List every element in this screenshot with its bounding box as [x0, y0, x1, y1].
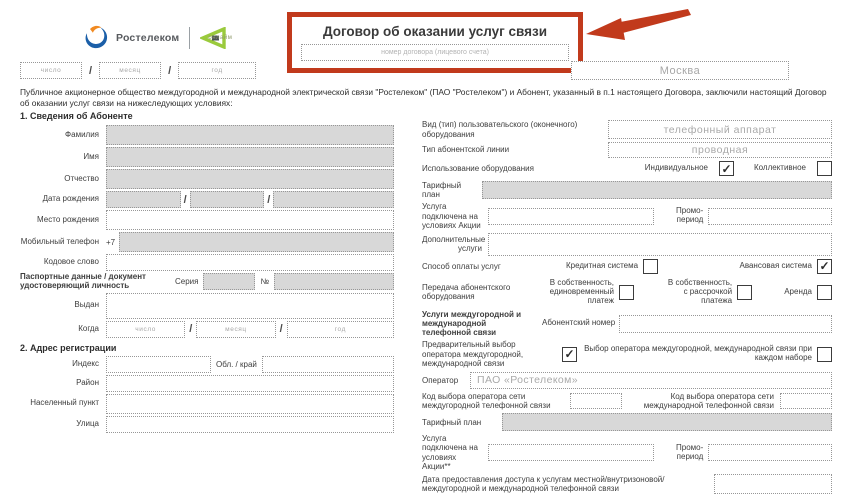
- series-label: Серия: [175, 277, 199, 287]
- region-field[interactable]: [262, 356, 394, 373]
- issued-by-field[interactable]: [106, 293, 394, 319]
- mobile-prefix: +7: [106, 237, 116, 247]
- date-slash: /: [267, 193, 271, 206]
- street-label: Улица: [76, 418, 99, 428]
- mobile-label: Мобильный телефон: [20, 236, 99, 246]
- brand-area: [84, 24, 232, 52]
- promo2-row: [422, 434, 832, 471]
- credit-system-group: [566, 259, 658, 274]
- birth-place-label: Место рождения: [37, 214, 99, 224]
- ownership-installments-group: [666, 279, 752, 306]
- mobile-row: [20, 232, 394, 252]
- ownership-installments-label: В собственность, с рассрочкой платежа: [667, 277, 733, 305]
- operator-preselect-label: Предварительный выбор оператора междугородной, международной связи: [422, 340, 524, 368]
- birth-year-field[interactable]: [273, 191, 394, 208]
- codeword-row: [20, 254, 394, 271]
- promo-row: [422, 202, 832, 230]
- birth-day-field[interactable]: [106, 191, 181, 208]
- issued-when-row: [20, 321, 394, 338]
- year-placeholder: год: [211, 67, 223, 74]
- operator-codes-row: [422, 392, 832, 410]
- contract-year-field[interactable]: [178, 62, 256, 79]
- checkbox-operator-each-call[interactable]: [817, 347, 832, 362]
- date-slash: /: [89, 64, 93, 77]
- city-value: Москва: [659, 64, 701, 77]
- date-city-row: [20, 61, 832, 80]
- tariff-plan2-field[interactable]: [502, 413, 832, 431]
- contract-title: Договор об оказании услуг связи: [322, 24, 548, 39]
- codeword-label: Кодовое слово: [43, 257, 99, 267]
- checkbox-credit-system[interactable]: [643, 259, 658, 274]
- issued-month-placeholder: месяц: [225, 325, 247, 333]
- checkbox-ownership-onetime[interactable]: [619, 285, 634, 300]
- rostelecom-logo-icon: [84, 24, 109, 52]
- patronymic-row: [20, 169, 394, 189]
- onlime-wordmark: онлайм: [208, 35, 233, 41]
- individual-label: Индивидуальное: [644, 163, 708, 173]
- checkbox-ownership-installments[interactable]: [737, 285, 752, 300]
- equipment-transfer-row: [422, 279, 832, 306]
- checkbox-operator-preselect[interactable]: ✓: [562, 347, 577, 362]
- district-row: [20, 375, 394, 392]
- credit-system-label: Кредитная система: [566, 260, 639, 270]
- code-mg-group: [422, 392, 622, 410]
- contract-number-placeholder: номер договора (лицевого счета): [381, 49, 489, 56]
- promo-period-label: Промо-период: [676, 206, 704, 225]
- district-field[interactable]: [106, 375, 394, 392]
- advance-system-label: Авансовая система: [739, 260, 812, 270]
- tariff-plan2-row: [422, 413, 832, 431]
- issued-year-placeholder: год: [334, 325, 346, 333]
- equipment-type-value: телефонный аппарат: [663, 123, 777, 136]
- promo-service-label: Услуга подключена на условиях Акции: [422, 202, 481, 230]
- promo-service2-label: Услуга подключена на условиях Акции**: [422, 434, 478, 471]
- promo-service-field[interactable]: [488, 208, 654, 225]
- birth-place-row: [20, 210, 394, 230]
- region-label: Обл. / край: [216, 359, 257, 369]
- checkbox-individual[interactable]: ✓: [719, 161, 734, 176]
- code-mg-label: Код выбора оператора сети междугородной телефонной связи: [422, 391, 551, 411]
- subscriber-column: [20, 111, 394, 497]
- line-type-value: проводная: [691, 144, 749, 156]
- passport-series-field[interactable]: [203, 273, 255, 290]
- equipment-type-label: Вид (тип) пользовательского (оконечного) оборудования: [422, 120, 578, 139]
- firstname-label: Имя: [83, 151, 99, 161]
- longdistance-row: [422, 310, 832, 338]
- issued-by-row: [20, 293, 394, 319]
- form-body: [20, 111, 832, 497]
- birth-month-field[interactable]: [190, 191, 265, 208]
- tariff-plan2-label: Тарифный план: [422, 417, 482, 427]
- checkbox-advance-system[interactable]: ✓: [817, 259, 832, 274]
- patronymic-label: Отчество: [64, 173, 99, 183]
- settlement-row: [20, 394, 394, 414]
- operator-field[interactable]: [470, 372, 832, 389]
- promo-period-field[interactable]: [708, 208, 832, 225]
- equipment-use-row: [422, 161, 832, 176]
- mobile-field[interactable]: [119, 232, 394, 252]
- issued-when-label: Когда: [78, 323, 99, 333]
- equipment-transfer-label: Передача абонентского оборудования: [422, 283, 511, 302]
- passport-label: Паспортные данные / документ удостоверяющий личность: [20, 272, 146, 290]
- issued-day-field[interactable]: [106, 321, 185, 338]
- passport-number-field[interactable]: [274, 273, 394, 290]
- rent-group: [784, 285, 832, 300]
- tariff-plan-row: [422, 181, 832, 199]
- promo-period2-label: Промо-период: [676, 442, 704, 461]
- code-mn-group: [632, 392, 832, 410]
- rent-label: Аренда: [784, 286, 812, 296]
- equipment-type-row: [422, 120, 832, 139]
- payment-method-label: Способ оплаты услуг: [422, 261, 501, 271]
- surname-label: Фамилия: [65, 129, 99, 139]
- intro-paragraph: Публичное акционерное общество междугородной и международной электрической связи "Ростелеком" (ПАО "Ростелеком") и Абонент, указанный в п.1 настоящего Договора, заключили настоящий Договор об оказании услуг связи на нижеследующих условиях:: [20, 87, 827, 108]
- onlime-logo: [200, 27, 232, 49]
- surname-row: [20, 125, 394, 145]
- services-column: [422, 111, 832, 497]
- additional-services-label: Дополнительные услуги: [422, 235, 486, 254]
- rostelecom-wordmark: Ростелеком: [116, 32, 180, 44]
- ownership-onetime-label: В собственность, единовременный платеж: [549, 277, 614, 305]
- contract-month-field[interactable]: [99, 62, 161, 79]
- street-row: [20, 416, 394, 433]
- access-date-field[interactable]: [714, 474, 832, 494]
- birth-date-label: Дата рождения: [42, 194, 99, 204]
- code-mn-field[interactable]: [780, 393, 832, 409]
- subscriber-number-label: Абонентский номер: [542, 318, 616, 328]
- promo-period2-field[interactable]: [708, 444, 832, 461]
- code-mg-field[interactable]: [570, 393, 622, 409]
- number-sign-label: №: [260, 277, 270, 287]
- additional-services-row: [422, 233, 832, 256]
- city-field[interactable]: [571, 61, 789, 80]
- access-date-label: Дата предоставления доступа к услугам местной/внутризоновой/ междугородной и международной телефонной связи: [422, 474, 665, 494]
- date-slash: /: [279, 323, 283, 336]
- surname-field[interactable]: [106, 125, 394, 145]
- issued-by-label: Выдан: [74, 300, 99, 310]
- collective-label: Коллективное: [753, 163, 806, 173]
- line-type-row: [422, 142, 832, 158]
- operator-label: Оператор: [422, 375, 459, 385]
- tariff-plan-field[interactable]: [482, 181, 832, 199]
- birth-place-field[interactable]: [106, 210, 394, 230]
- day-placeholder: число: [40, 67, 62, 74]
- subscriber-number-field[interactable]: [619, 315, 832, 333]
- access-date-row: [422, 474, 832, 494]
- checkbox-collective[interactable]: [817, 161, 832, 176]
- issued-year-field[interactable]: [287, 321, 394, 338]
- patronymic-field[interactable]: [106, 169, 394, 189]
- operator-preselect-row: [422, 340, 832, 368]
- operator-value: ПАО «Ростелеком»: [477, 374, 579, 387]
- issued-month-field[interactable]: [196, 321, 275, 338]
- postal-index-field[interactable]: [106, 356, 211, 373]
- equipment-type-field[interactable]: [608, 120, 832, 139]
- month-placeholder: месяц: [119, 67, 141, 74]
- section2-heading: 2. Адрес регистрации: [20, 342, 117, 353]
- street-field[interactable]: [106, 416, 394, 433]
- additional-services-field[interactable]: [488, 233, 832, 256]
- district-label: Район: [76, 377, 99, 387]
- line-type-label: Тип абонентской линии: [422, 145, 510, 155]
- passport-row: [20, 273, 394, 291]
- longdistance-heading: Услуги междугородной и международной телефонной связи: [422, 309, 522, 338]
- contract-day-field[interactable]: [20, 62, 82, 79]
- section1-heading: 1. Сведения об Абоненте: [20, 111, 133, 121]
- ownership-onetime-group: [542, 279, 634, 306]
- codeword-field[interactable]: [106, 254, 394, 271]
- settlement-label: Населенный пункт: [30, 398, 99, 408]
- settlement-field[interactable]: [106, 394, 394, 414]
- contract-number-field[interactable]: [301, 44, 569, 61]
- firstname-row: [20, 147, 394, 167]
- issued-day-placeholder: число: [135, 325, 156, 333]
- equipment-use-label: Использование оборудования: [422, 163, 534, 173]
- firstname-field[interactable]: [106, 147, 394, 167]
- payment-method-row: [422, 259, 832, 274]
- brand-divider: [189, 27, 190, 49]
- postal-index-row: [20, 356, 394, 373]
- operator-each-call-label: Выбор оператора междугородной, международной связи при каждом наборе: [584, 344, 812, 363]
- code-mn-label: Код выбора оператора сети международной телефонной связи: [643, 391, 774, 411]
- postal-index-label: Индекс: [72, 358, 99, 368]
- date-slash: /: [189, 323, 193, 336]
- date-slash: /: [183, 193, 187, 206]
- checkbox-rent[interactable]: [817, 285, 832, 300]
- line-type-field[interactable]: [608, 142, 832, 158]
- advance-system-group: [739, 259, 832, 274]
- birth-date-row: [20, 191, 394, 208]
- promo-service2-field[interactable]: [488, 444, 654, 461]
- tariff-plan-label: Тарифный план: [422, 181, 462, 200]
- annotation-arrow-icon: [584, 6, 692, 46]
- operator-row: [422, 372, 832, 389]
- date-slash: /: [168, 64, 172, 77]
